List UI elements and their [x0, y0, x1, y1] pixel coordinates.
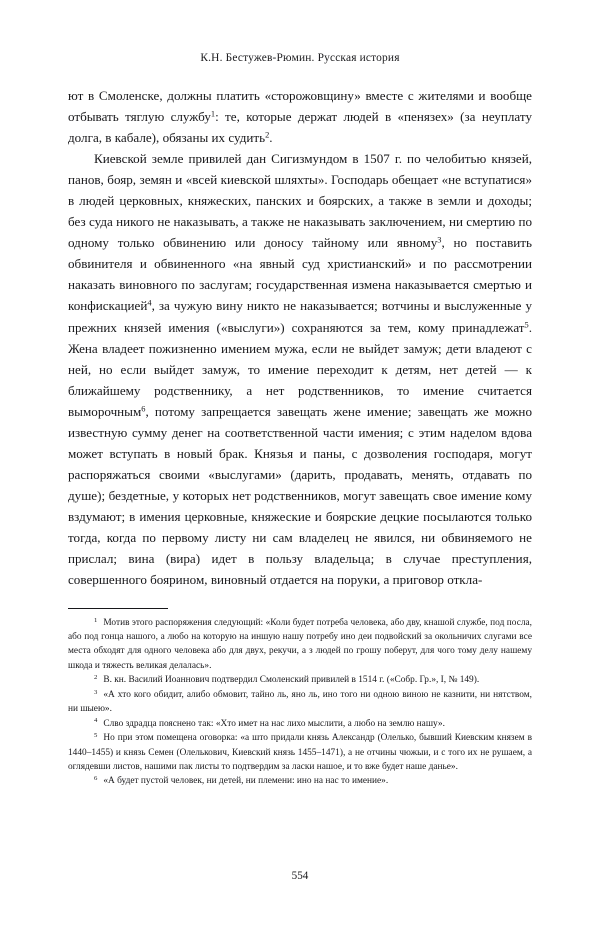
footnote-reference[interactable]: 2	[265, 130, 270, 140]
footnote-reference[interactable]: 3	[437, 235, 442, 245]
body-text-run: , но поставить обвинителя и обвиненного «на явный суд христианский» и по рассмотрении наказать виновного по заслугам; государственная измена наказывается смертью и конфискацией	[68, 235, 532, 314]
footnote-marker[interactable]: 3	[94, 688, 98, 696]
body-text-run: .	[269, 130, 273, 146]
body-paragraph	[68, 85, 532, 148]
footnote-text: Мотив этого распоряжения следующий: «Коли будет потреба человека, або дву, кнашой службе, под посла, або под гонца нашого, а любо на которую на иншую нашу потребу ино деи подвойский за окольничих слугами все места обходят для одного человека або для двух, рекучи, а з людей по грошу поберут, для чого тому делу нашему шкода и тяжесть великая делалась».	[68, 618, 532, 671]
footnote-reference[interactable]: 1	[210, 109, 216, 119]
footnote-text: В. кн. Василий Иоаннович подтвердил Смоленский привилей в 1514 г. («Собр. Гр.», I, № 149).	[103, 675, 480, 686]
footnote-item	[68, 688, 532, 716]
footnote-item	[68, 731, 532, 773]
footnote-marker[interactable]: 1	[94, 616, 98, 624]
footnote-marker[interactable]: 2	[94, 673, 98, 681]
footnote-items	[68, 616, 532, 788]
footnote-reference[interactable]: 4	[147, 299, 152, 309]
body-paragraph	[68, 148, 532, 590]
footnote-text: «А будет пустой человек, ни детей, ни племени: ино на нас то имение».	[103, 776, 389, 787]
footnote-marker[interactable]: 5	[94, 732, 98, 740]
body-text-run: , потому запрещается завещать жене имение; завещать же можно известную сумму денег на соответственной части имения; с этим наделом вдова может вступать в новый брак. Князья и паны, с дозволения господаря, могут распоряжаться своими «выслугами» (дарить, продавать, менять, отдавать по душе); бездетные, у которых нет родственников, могут завещать свое имение кому вздумают; в имения церковные, княжеские и боярские децкие посылаются только тогда, когда по первому листу ни сам владелец не явился, ни обвиняемого не прислал; вина (вира) идет в пользу владельца; в случае преступления, совершенного боярином, виновный отдается на поруки, а приговор откла-	[68, 403, 532, 588]
footnote-separator-rule	[68, 608, 168, 609]
page-number: 554	[291, 870, 309, 882]
footnote-marker[interactable]: 4	[94, 717, 98, 725]
footnote-text: «А хто кого обидит, алибо обмовит, тайно ль, яно ль, ино того ни одною виною не казнити, ни нятством, ни шыею».	[68, 689, 532, 715]
footnote-text: Слво здрадца пояснено так: «Хто имет на нас лихо мыслити, а любо на землю нашу».	[103, 718, 445, 729]
footnote-reference[interactable]: 5	[524, 320, 529, 330]
footnote-item	[68, 673, 532, 687]
body-text-run: ют в Смоленске, должны платить «сторожовщину» вместе с жителями и вообще отбывать тяглую службу	[68, 88, 532, 125]
body-text-run: Киевской земле привилей дан Сигизмундом в 1507 г. по челобитью князей, панов, бояр, земян и «всей киевской шляхты». Господарь обещает «не вступатися» в людей церковных, княжеских, панских и боярских, а также в земли и доходы; без суда никого не наказывать, а также не наказывать заключением, ни смертию по одному только обвинению или доносу тайному или явному	[68, 151, 532, 251]
running-header: К.Н. Бестужев-Рюмин. Русская история	[200, 52, 400, 64]
body-text-run: , за чужую вину никто не наказывается; вотчины и выслуженные у прежних князей имения («выслуги») сохраняются за тем, кому принадлежат	[68, 298, 532, 335]
body-paragraphs	[68, 85, 532, 590]
footnote-item	[68, 717, 532, 731]
footnote-text: Но при этом помещена оговорка: «а што придали князь Александр (Олелько, бывший Киевским князем в 1440–1455) и князь Семен (Олелькович, Киевский князь 1455–1471), а не отчины чюжыи, и с того их не рушаем, а оглядевши листов, нашими пак листы то подтвердим за ласки нашое, и то вже будет наше данье».	[68, 733, 532, 772]
footnote-item	[68, 774, 532, 788]
body-text-run: . Жена владеет пожизненно имением мужа, если не выйдет замуж; дети владеют с ней, но если выйдет замуж, то имение переходит к детям, нет детей — к ближайшему родственнику, а нет родственников, то имение считается выморочным	[68, 319, 532, 419]
footnote-marker[interactable]: 6	[94, 774, 98, 782]
footnote-item	[68, 616, 532, 673]
body-text-block	[68, 85, 532, 590]
body-text-run: : те, которые держат людей в «пенязех» (за неуплату долга, в кабале), обязаны их судить	[68, 109, 532, 146]
footnote-reference[interactable]: 6	[141, 404, 146, 414]
footnote-list	[68, 616, 532, 788]
page-canvas	[0, 52, 600, 942]
